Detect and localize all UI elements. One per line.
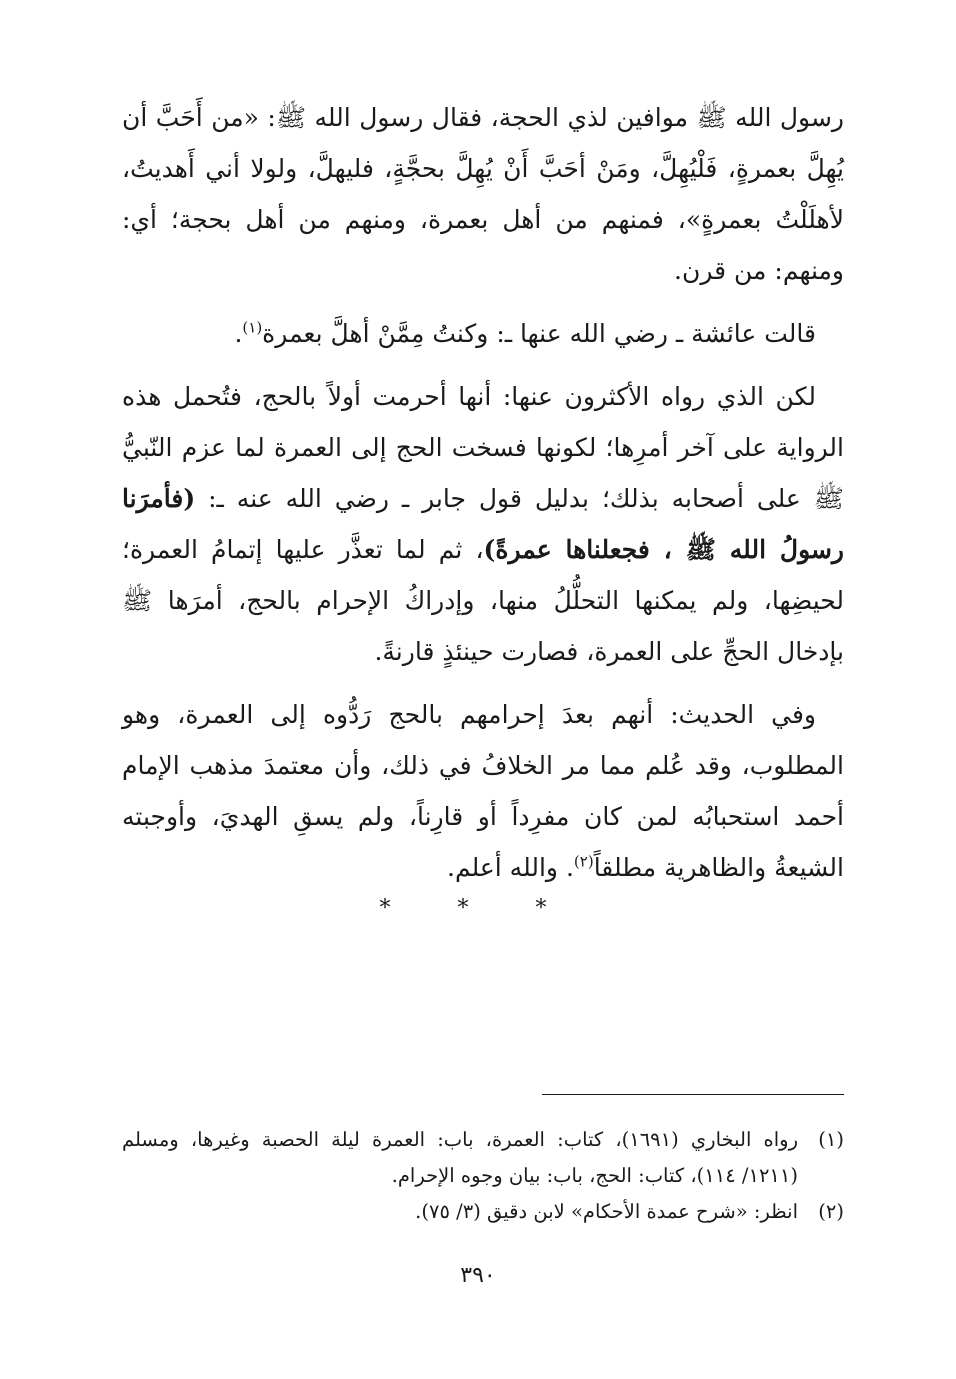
- paragraph-1: رسول الله ﷺ موافين لذي الحجة، فقال رسول الله ﷺ: «من أَحَبَّ أن يُهِلَّ بعمرةٍ، فَلْيُهِلَّ، ومَنْ أحَبَّ أَنْ يُهِلَّ بحجَّةٍ، فليهلَّ، ولولا أني أَهديتُ، لأهلَلْتُ بعمرةٍ»، فمنهم من أهل بعمرة، ومنهم من أهل بحجة؛ أي: ومنهم: من قرن.: [122, 103, 844, 285]
- paragraph-3-text-a: لكن الذي رواه الأكثرون عنها: أنها أحرمت أولاً بالحج، فتُحمل هذه الرواية على آخر أمرِها؛ لكونها فسخت الحج إلى العمرة لما عزم النّبيُّ ﷺ على أصحابه بذلك؛ بدليل قول جابر ـ رضي الله عنه ـ:: [122, 382, 845, 513]
- paragraph-4: [122, 689, 844, 893]
- paragraph-4-end: . والله أعلم.: [447, 853, 574, 882]
- footnote-ref-2[interactable]: (٢): [573, 852, 594, 871]
- paragraph-4-text: وفي الحديث: أنهم بعدَ إحرامهم بالحج رَدُّوه إلى العمرة، وهو المطلوب، وقد عُلم مما مر الخلافُ في ذلك، وأن معتمدَ مذهب الإمام أحمد استحبابُه لمن كان مفرِداً أو قارِناً، ولم يسقِ الهديَ، وأوجبته الشيعةُ والظاهرية مطلقاً: [122, 700, 844, 882]
- footnote-2: [122, 1194, 844, 1230]
- footnote-number: (١): [818, 1128, 844, 1151]
- footnote-1: [122, 1122, 844, 1194]
- paragraph-3-text-b: ، ثم لما تعذَّر عليها إتمامُ العمرة؛ لحيضِها، ولم يمكنها التحلُّلُ منها، وإدراكُ الإحرام بالحج، أمرَها ﷺ بإدخال الحجِّ على العمرة، فصارت حينئذٍ قارنةً.: [122, 535, 844, 666]
- paragraph-2-text: قالت عائشة ـ رضي الله عنها ـ: وكنتُ مِمَّنْ أهلَّ بعمرة: [262, 319, 816, 348]
- footnote-ref-1[interactable]: (١): [242, 318, 263, 337]
- paragraph-2-end: .: [234, 319, 243, 348]
- page-number: ٣٩٠: [460, 1263, 496, 1288]
- section-separator: * * *: [379, 896, 577, 921]
- paragraph-3: [122, 371, 844, 677]
- footnote-text: رواه البخاري (١٦٩١)، كتاب: العمرة، باب: العمرة ليلة الحصبة وغيرها، ومسلم (١٢١١/ ١١٤)، كتاب: الحج، باب: بيان وجوه الإحرام.: [122, 1128, 798, 1187]
- paragraph-2: [122, 308, 844, 359]
- footnotes: [122, 1122, 844, 1230]
- main-text: [122, 92, 844, 905]
- footnote-divider: [542, 1094, 844, 1095]
- footnote-number: (٢): [818, 1200, 844, 1223]
- footnote-text: انظر: «شرح عمدة الأحكام» لابن دقيق (٣/ ٧٥).: [415, 1200, 798, 1223]
- hadith-quote-bold: (فأمرَنا رسولُ الله ﷺ ، فجعلناها عمرةً): [122, 484, 844, 564]
